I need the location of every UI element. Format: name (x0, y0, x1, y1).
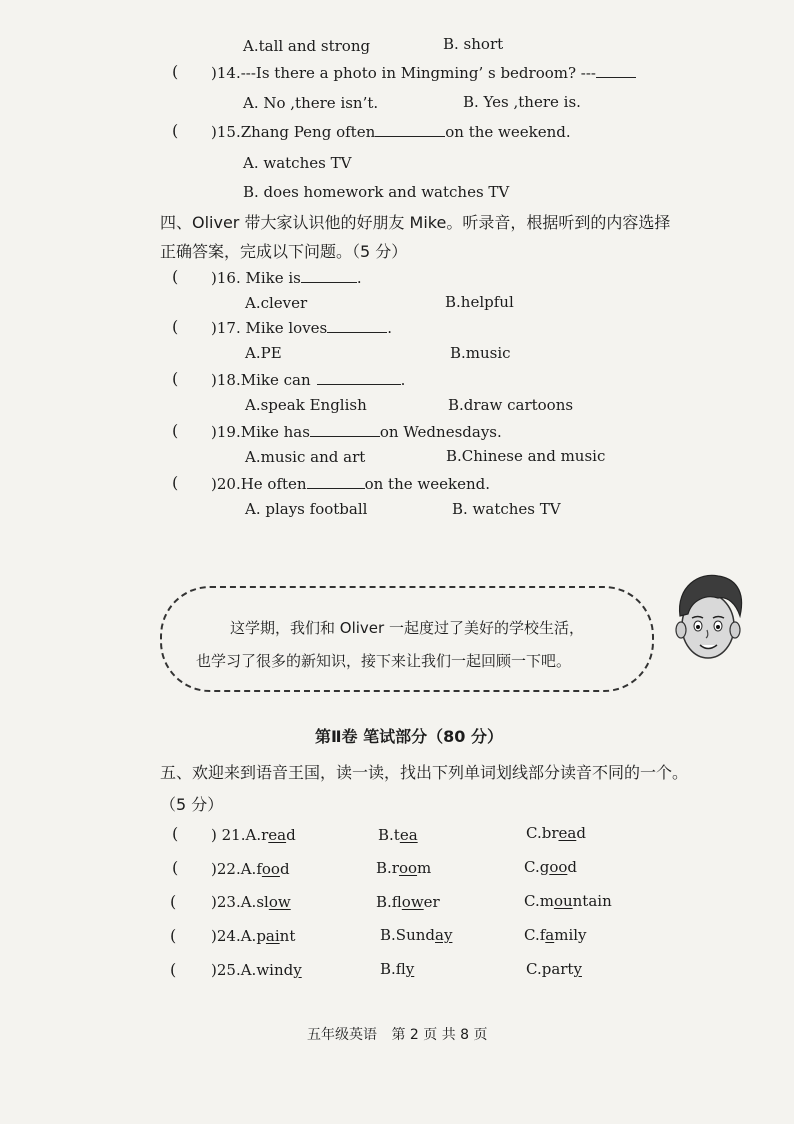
q21-option-c: C.bread (526, 824, 586, 842)
section5-title-line1: 五、欢迎来到语音王国，读一读，找出下列单词划线部分读音不同的一个。 (160, 763, 689, 782)
section4-title-line2: 正确答案，完成以下问题。（5 分） (160, 242, 408, 261)
q17-option-b: B.music (450, 344, 511, 362)
q23-option-c: C.mountain (524, 892, 612, 910)
q25-option-c: C.party (526, 960, 582, 978)
q23-option-a: )23.A.slow (211, 893, 291, 911)
q21-option-b: B.tea (378, 826, 418, 844)
q18-question: )18.Mike can . (211, 371, 406, 389)
q25-answer-paren[interactable]: ( (170, 960, 177, 979)
q15-option-a: A. watches TV (243, 154, 352, 172)
q15-answer-paren[interactable]: ( (172, 121, 179, 140)
q24-answer-paren[interactable]: ( (170, 926, 177, 945)
q15-option-b: B. does homework and watches TV (243, 183, 510, 201)
bubble-text-line2: 也学习了很多的新知识，接下来让我们一起回顾一下吧。 (196, 652, 572, 670)
q21-answer-paren[interactable]: ( (172, 824, 179, 843)
q16-answer-paren[interactable]: ( (172, 267, 179, 286)
q19-answer-paren[interactable]: ( (172, 421, 179, 440)
q23-answer-paren[interactable]: ( (170, 892, 177, 911)
q24-option-b: B.Sunday (380, 926, 453, 944)
q23-option-b: B.flower (376, 893, 440, 911)
q17-answer-paren[interactable]: ( (172, 317, 179, 336)
q21-option-a: ) 21.A.read (211, 826, 296, 844)
section4-title-line1: 四、Oliver 带大家认识他的好朋友 Mike。听录音，根据听到的内容选择 (160, 213, 671, 232)
q24-option-c: C.family (524, 926, 587, 944)
q14-option-a: A. No ,there isn’t. (243, 94, 379, 112)
q22-option-c: C.good (524, 858, 577, 876)
q15-question: )15.Zhang Peng often on the weekend. (211, 123, 571, 141)
part2-title: 第Ⅱ卷 笔试部分（80 分） (315, 727, 503, 746)
q20-answer-paren[interactable]: ( (172, 473, 179, 492)
boy-avatar-illustration (662, 568, 754, 668)
q24-option-a: )24.A.paint (211, 927, 296, 945)
q19-option-b: B.Chinese and music (446, 447, 606, 465)
q25-option-a: )25.A.windy (211, 961, 302, 979)
footer-subject: 五年级英语 (307, 1027, 377, 1043)
q16-option-b: B.helpful (445, 293, 514, 311)
q20-question: )20.He often on the weekend. (211, 475, 490, 493)
q16-option-a: A.clever (245, 294, 308, 312)
bubble-text-line1: 这学期，我们和 Oliver 一起度过了美好的学校生活， (230, 619, 584, 637)
q20-option-a: A. plays football (245, 500, 368, 518)
q17-question: )17. Mike loves . (211, 319, 393, 337)
speech-bubble (160, 586, 654, 692)
q19-option-a: A.music and art (245, 448, 366, 466)
q14-answer-paren[interactable]: ( (172, 62, 179, 81)
q13-option-b: B. short (443, 35, 504, 53)
footer-page-number: 第 2 页 共 8 页 (391, 1027, 488, 1043)
q22-option-a: )22.A.food (211, 860, 290, 878)
q14-option-b: B. Yes ,there is. (463, 93, 581, 111)
q20-option-b: B. watches TV (452, 500, 561, 518)
page-footer (307, 1024, 498, 1044)
q16-question: )16. Mike is . (211, 269, 362, 287)
q19-question: )19.Mike has on Wednesdays. (211, 423, 502, 441)
q13-option-a: A.tall and strong (243, 37, 371, 55)
q22-answer-paren[interactable]: ( (172, 858, 179, 877)
q17-option-a: A.PE (245, 344, 282, 362)
q18-option-b: B.draw cartoons (448, 396, 574, 414)
q22-option-b: B.room (376, 859, 432, 877)
section5-title-line2: （5 分） (160, 795, 224, 814)
q18-option-a: A.speak English (245, 396, 367, 414)
q18-answer-paren[interactable]: ( (172, 369, 179, 388)
q25-option-b: B.fly (380, 960, 415, 978)
q14-question: )14.---Is there a photo in Mingming’ s bedroom? --- (211, 63, 636, 83)
